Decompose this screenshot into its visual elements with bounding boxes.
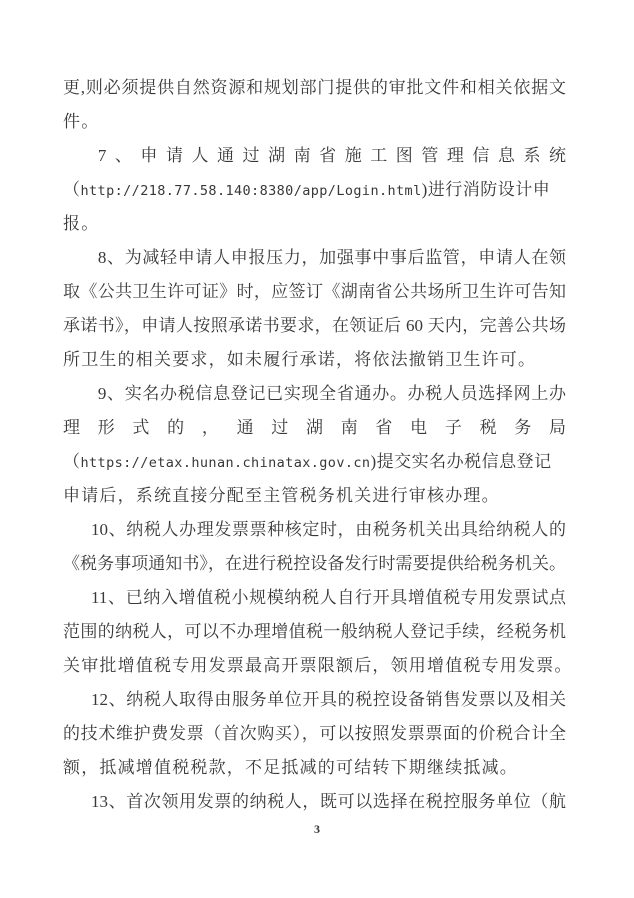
- text-line: 10、纳税人办理发票票种核定时，由税务机关出具给纳税人的: [91, 520, 566, 539]
- text-line: 所卫生的相关要求，如未履行承诺，将依法撤销卫生许可。: [63, 350, 537, 369]
- url-text: http://218.77.58.140:8380/app/Login.html: [80, 183, 422, 199]
- text-line: 7、申请人通过湖南省施工图管理信息系统: [97, 146, 566, 165]
- paren-open: （: [63, 180, 81, 199]
- text-line: 件。: [63, 112, 100, 131]
- text-line: 的技术维护费发票（首次购买），可以按照发票票面的价税合计全: [63, 724, 566, 743]
- page-number: 3: [314, 822, 320, 836]
- text-line: 报。: [63, 214, 100, 233]
- text-line: 9、实名办税信息登记已实现全省通办。办税人员选择网上办: [97, 384, 566, 403]
- line-suffix: )进行消防设计申: [421, 180, 551, 199]
- text-line: 范围的纳税人，可以不办理增值税一般纳税人登记手续，经税务机: [63, 622, 566, 641]
- text-line: 取《公共卫生许可证》时，应签订《湖南省公共场所卫生许可告知: [63, 282, 566, 301]
- text-line: 8、为减轻申请人申报压力，加强事中事后监管，申请人在领: [97, 248, 566, 267]
- text-line: 申请后，系统直接分配至主管税务机关进行审核办理。: [63, 486, 500, 505]
- url-text: https://etax.hunan.chinatax.gov.cn: [80, 455, 371, 471]
- text-line: [63, 445, 566, 479]
- text-line: 《税务事项通知书》，在进行税控设备发行时需要提供给税务机关。: [63, 554, 566, 573]
- text-line: [63, 173, 566, 207]
- text-line: 额，抵减增值税税款，不足抵减的可结转下期继续抵减。: [63, 758, 518, 777]
- text-line: 11、已纳入增值税小规模纳税人自行开具增值税专用发票试点: [91, 588, 566, 607]
- text-line: 13、首次领用发票的纳税人，既可以选择在税控服务单位（航: [91, 792, 566, 811]
- paren-open: （: [63, 452, 81, 471]
- text-line: 12、纳税人取得由服务单位开具的税控设备销售发票以及相关: [91, 690, 566, 709]
- text-line: 承诺书》，申请人按照承诺书要求，在领证后 60 天内，完善公共场: [63, 316, 566, 335]
- text-line: 理形式的，通过湖南省电子税务局: [63, 418, 566, 437]
- text-line: 关审批增值税专用发票最高开票限额后，领用增值税专用发票。: [63, 656, 573, 675]
- text-line: 更,则必须提供自然资源和规划部门提供的审批文件和相关依据文: [63, 78, 566, 97]
- line-suffix: )提交实名办税信息登记: [370, 452, 552, 471]
